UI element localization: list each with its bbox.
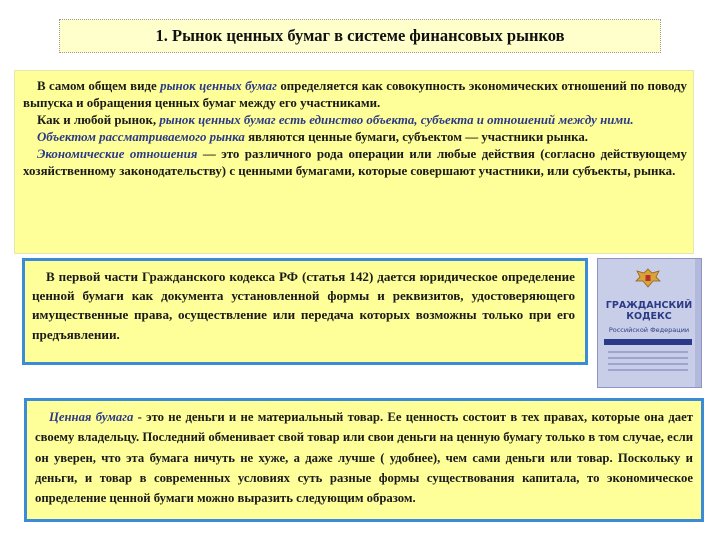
- term-security: Ценная бумага: [49, 410, 134, 424]
- term-market-unity: рынок ценных бумаг есть единство объекта, субъекта и отношений между ними.: [159, 112, 634, 127]
- text-segment: являются ценные бумаги, субъектом — участники рынка.: [244, 129, 589, 144]
- book-title: ГРАЖДАНСКИЙ КОДЕКС: [605, 300, 693, 322]
- paragraph-market-object: [23, 129, 687, 146]
- text-segment: — это различного рода операции или любые действия (согласно действующему хозяйственному законодательству) с ценными бумагами, которые совершают участники, или субъекты, рынка.: [23, 146, 687, 178]
- security-value-panel: [24, 398, 704, 522]
- term-market-object: Объектом рассматриваемого рынка: [37, 129, 245, 144]
- text-segment: Как и любой рынок,: [37, 112, 160, 127]
- civil-code-panel: [22, 258, 588, 365]
- text-segment: определяется как совокупность экономических отношений по поводу выпуска и обращения ценных бумаг между его участниками.: [23, 79, 687, 110]
- book-band: [604, 339, 692, 345]
- text-segment: - это не деньги и не материальный товар. Ее ценность состоит в тех правах, которые она дает своему владельцу. Последний обменивает свой товар или свои деньги на ценную бумагу только в том случае, если он уверен, что эта бумага ничуть не хуже, а даже лучше ( удобнее), чем сами деньги или товар. Поскольку и деньги, и товар в современных условиях суть разные формы существования капитала, то экономическое определение ценной бумаги можно выразить следующим образом.: [35, 410, 693, 506]
- book-subtitle: Российской Федерации: [608, 326, 690, 334]
- term-economic-relations: Экономические отношения: [37, 146, 198, 161]
- civil-code-book-icon: [597, 258, 702, 388]
- paragraph-security-value: [35, 407, 693, 508]
- paragraph-market-definition: [23, 78, 687, 112]
- book-decoration-lines: [608, 351, 688, 379]
- paragraph-market-unity: [23, 112, 687, 129]
- paragraph-civil-code: В первой части Гражданского кодекса РФ (статья 142) дается юридическое определение ценной бумаги как документа установленной формы и реквизитов, удостоверяющего имущественные права, осуществление или передача которых возможны только при его предъявлении.: [32, 269, 575, 342]
- term-securities-market: рынок ценных бумаг: [160, 79, 277, 93]
- coat-of-arms-icon: [632, 267, 664, 289]
- text-segment: В самом общем виде: [37, 79, 161, 93]
- slide-title: 1. Рынок ценных бумаг в системе финансовых рынков: [59, 19, 661, 53]
- definition-panel: [14, 70, 694, 254]
- paragraph-economic-relations: [23, 146, 687, 180]
